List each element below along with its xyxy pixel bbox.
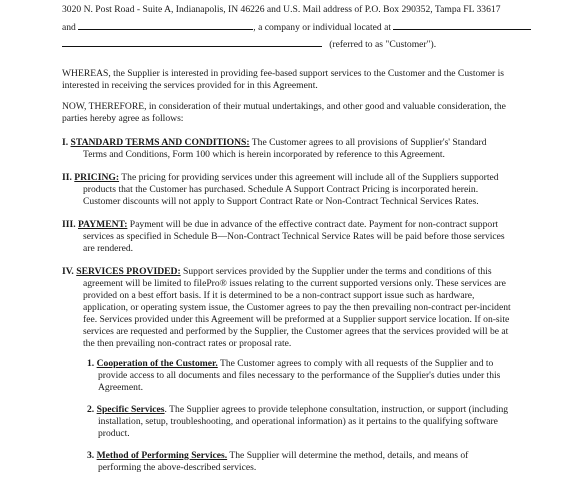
section-3-line-1: [62, 219, 498, 231]
subitem-2-heading: Specific Services: [96, 404, 165, 415]
subitem-2-text: . The Supplier agrees to provide telephone consultation, instruction, or support (including: [164, 404, 509, 415]
section-4-text: Support services provided by the Supplier under the terms and conditions of this: [180, 266, 492, 277]
section-4-line-7: the then prevailing non-contract rates or proposal rate.: [83, 338, 292, 349]
subitem-1-heading: Cooperation of the Customer.: [96, 358, 218, 369]
section-3-heading: PAYMENT:: [78, 219, 128, 230]
section-4-heading: SERVICES PROVIDED:: [76, 266, 181, 277]
section-4-line-6: services are requested and performed by the Supplier, the Customer agrees that the services provided will be at: [83, 326, 509, 337]
company-location-blank[interactable]: [393, 21, 531, 30]
company-name-blank[interactable]: [78, 21, 253, 30]
subitem-1-text: The Customer agrees to comply with all requests of the Supplier and to: [217, 358, 494, 369]
section-4-line-1: [62, 266, 492, 278]
subitem-1-number: 1.: [87, 358, 95, 369]
section-1-number: I.: [62, 137, 69, 148]
subitem-1-line-1: [87, 358, 493, 370]
subitem-2-line-1: [87, 404, 508, 416]
company-text: , a company or individual located at: [253, 22, 391, 33]
address-line: 3020 N. Post Road - Suite A, Indianapolis, IN 46226 and U.S. Mail address of P.O. Box 290352, Tampa FL 33617: [62, 4, 501, 15]
customer-address-blank[interactable]: [62, 38, 322, 47]
section-4-line-3: provided on a best effort basis. If it is determined to be a non-contract support issue such as hardware,: [83, 290, 475, 301]
section-1-line-1: [62, 137, 487, 149]
subitem-3-line-2: performing the above-described services.: [98, 462, 257, 473]
section-2-line-2: products that the Customer has purchased. Schedule A Support Contract Pricing is incorporated herein.: [83, 184, 479, 195]
whereas-line-2: interested in receiving the services provided for in this Agreement.: [62, 80, 318, 91]
therefore-line-2: parties hereby agree as follows:: [62, 113, 184, 124]
section-4-line-5: fee. Services provided under this Agreement will be preformed at a Supplier support service location. If on-site: [83, 314, 510, 325]
section-4-line-4: application, or operating system issue, the Customer agrees to pay the then prevailing non-contract per-incident: [83, 302, 511, 313]
subitem-3-number: 3.: [87, 450, 95, 461]
subitem-3-heading: Method of Performing Services.: [96, 450, 228, 461]
section-4-number: IV.: [62, 266, 74, 277]
section-4-line-2: agreement will be limited to filePro® issues relating to the current supported versions only. These services are: [83, 278, 506, 289]
section-1-text: The Customer agrees to all provisions of Supplier's' Standard: [249, 137, 487, 148]
referred-text: (referred to as "Customer").: [329, 39, 437, 50]
section-3-line-2: services as specified in Schedule B—Non-Contract Technical Service Rates will be paid before those services: [83, 231, 505, 242]
referred-line: [62, 38, 436, 51]
section-1-heading: STANDARD TERMS AND CONDITIONS:: [70, 137, 250, 148]
section-2-number: II.: [62, 172, 72, 183]
section-3-text: Payment will be due in advance of the effective contract date. Payment for non-contract support: [127, 219, 499, 230]
section-2-line-1: [62, 172, 499, 184]
and-text: and: [62, 22, 76, 33]
therefore-line-1: NOW, THEREFORE, in consideration of their mutual undertakings, and other good and valuable consideration, the: [62, 101, 506, 112]
section-1-line-2: Terms and Conditions, Form 100 which is herein incorporated by reference to this Agreement.: [83, 149, 445, 160]
section-3-line-3: are rendered.: [83, 243, 134, 254]
subitem-3-line-1: [87, 450, 468, 462]
party-line: [62, 21, 531, 34]
subitem-2-number: 2.: [87, 404, 95, 415]
section-2-heading: PRICING:: [74, 172, 120, 183]
section-2-line-3: Customer discounts will not apply to Support Contract Rate or Non-Contract Technical Services Rates.: [83, 196, 479, 207]
section-2-text: The pricing for providing services under this agreement will include all of the Suppliers supported: [119, 172, 499, 183]
whereas-line-1: WHEREAS, the Supplier is interested in providing fee-based support services to the Customer and the Customer is: [62, 68, 505, 79]
subitem-2-line-3: product.: [98, 428, 130, 439]
section-3-number: III.: [62, 219, 76, 230]
subitem-1-line-3: Agreement.: [98, 382, 144, 393]
subitem-2-line-2: installation, setup, troubleshooting, and operational information) as it pertains to the qualifying software: [98, 416, 498, 427]
subitem-1-line-2: provide access to all documents and files necessary to the performance of the Supplier's duties under this: [98, 370, 501, 381]
subitem-3-text: The Supplier will determine the method, details, and means of: [227, 450, 469, 461]
